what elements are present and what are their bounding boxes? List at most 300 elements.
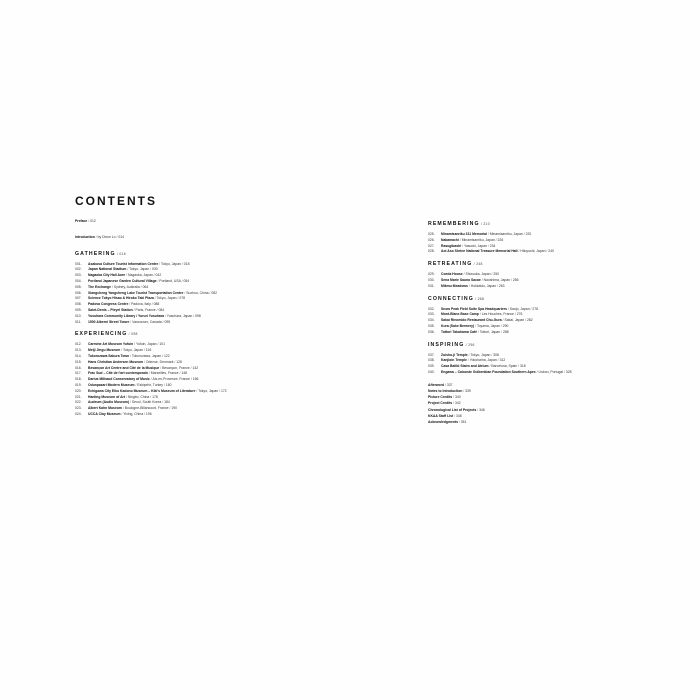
separator: / [486,232,490,236]
section-title: RETREATING [428,261,473,268]
left-sections [75,251,355,418]
separator: / [128,302,132,307]
separator: / [517,364,521,369]
entry-title: Saint-Denis – Pleyel Station [88,307,133,312]
separator: / [134,382,138,387]
separator: / [529,306,533,311]
entry-location: Tokyo, Japan [160,261,181,266]
toc-section [75,251,355,326]
page-number: 339 [465,388,471,393]
entry-location: Aix-en-Provence, France [152,377,190,382]
page-number: 337 [446,382,453,387]
separator: / [161,353,164,358]
separator: / [490,272,494,277]
right-column [428,221,658,425]
separator: / [467,283,471,288]
entry-number: 016. [75,365,82,370]
entry-number: 020. [75,388,82,393]
separator: / [462,272,466,277]
section-heading[interactable] [75,331,355,338]
entry-location: Boulogne-Billancourt, France [124,406,169,411]
entry-title: Besançon Art Centre and Cité de la Musique [88,365,160,370]
separator: / [150,302,154,307]
toc-entry[interactable] [428,419,658,425]
page-number: 196 [145,411,152,416]
entry-number: 010. [75,313,82,318]
entry-number: 013. [75,348,82,353]
entry-number: 033. [428,312,435,317]
page-number: 054 [183,278,190,283]
entry-number: 004. [75,278,82,283]
separator: / [147,371,151,376]
section-title: REMEMBERING [428,221,480,227]
entry-location: Tottori, Japan [479,329,501,334]
entry-location: Tokyo, Japan [129,267,150,272]
entry-title: Tottori Takahama Café [441,329,478,334]
page-number: 160 [165,382,172,387]
entry-title: Meiji Jingu Museum [88,348,121,353]
separator: / [183,290,187,295]
separator: / [180,278,184,283]
page-number: 172 [221,388,227,393]
page-number: 095 [164,319,171,324]
entry-number: 006. [75,290,82,295]
entry-title: Nagaoka City Hall Aore [88,273,126,278]
section-heading[interactable] [75,251,355,258]
separator: / [452,395,455,400]
entry-number: 018. [75,377,82,382]
separator: / [189,377,193,382]
page-number: 014 [118,234,125,239]
separator: / [494,237,498,242]
separator: / [143,411,146,416]
left-column [75,219,355,424]
separator: / [466,358,470,363]
separator: / [517,249,521,254]
page-number: 128 [176,359,182,364]
page-number: 178 [152,394,158,399]
page-number: 256 [512,277,519,282]
section-title: EXPERIENCING [75,331,128,338]
separator: / [499,323,503,328]
section-page: 210 [483,222,490,226]
separator: / [129,353,132,358]
page-number: 340 [454,395,461,400]
page-number: 276 [516,312,523,317]
separator: / [143,359,146,364]
section-title: INSPIRING [428,341,465,348]
entry-title: Chronological List of Projects [428,407,477,412]
entry-number: 038. [428,358,435,363]
entry-location: Naoshima, Japan [483,277,510,282]
entry-number: 002. [75,267,82,272]
entry-number: 025. [428,232,435,236]
section-heading[interactable] [428,342,658,349]
toc-entry[interactable] [428,330,658,336]
entry-location: Paris, France [135,307,156,312]
entry-location: Tokorozawa, Japan [131,353,162,358]
page-number: 064 [142,284,149,289]
entry-number: 008. [75,302,82,307]
entry-number: 001. [75,261,82,266]
separator: / [488,364,492,369]
separator: / [473,296,478,301]
separator: / [129,319,133,324]
toc-section [428,296,658,336]
page-number: 190 [171,406,177,411]
entry-title: Rasugibashi [441,243,462,248]
separator: / [444,382,447,387]
back-matter [428,382,658,425]
separator: / [486,243,490,248]
entry-detail: by Dixon Lo [97,234,116,239]
separator: / [458,237,462,242]
toc-section [428,342,658,376]
page-number: 226 [497,237,504,242]
entry-title: Carmine Art Museum Yufuin [88,342,134,347]
entry-location: Lisbon, Portugal [538,369,563,374]
entry-title: Yusuhara Community Library / Yururi Yusuhara [88,313,164,318]
separator: / [149,394,153,399]
separator: / [496,358,500,363]
toc-section [428,221,658,255]
page-number: 012 [90,219,96,223]
separator: / [149,267,153,272]
entry-title: Engawa – Calouste Gulbenkian Foundation Southern Apex [441,369,536,374]
separator: / [94,234,98,239]
entry-title: Japan National Stadium [88,267,127,272]
entry-title: Tokorozawa Sakura Town [88,353,130,358]
separator: / [125,273,129,278]
entry-title: Notes to Introduction [428,388,463,393]
page-number: 263 [498,283,505,288]
separator: / [474,323,477,328]
separator: / [453,413,456,418]
separator: / [472,262,477,267]
entry-title: Xiangcheng Yangcheng Lake Tourist Transportation Centre [88,290,184,295]
separator: / [476,407,480,412]
separator: / [132,307,136,312]
entry-title: Aoi Aso Shrine National Treasure Memorial Hall [441,249,518,254]
separator: / [156,342,160,347]
separator: / [192,313,196,318]
page-number: 328 [565,369,572,374]
entry-title: Nakamachi [441,237,459,242]
entry-title: Audeum (Audio Museum) [88,400,130,405]
page-number: 042 [155,273,162,278]
front-matter [75,219,355,251]
entry-title: Padova Congress Centre [88,302,129,307]
entry-title: The Exchange [88,284,111,289]
page-number: 082 [211,290,217,295]
separator: / [467,352,471,357]
entry-title: Coeda House [441,272,463,277]
entry-location: Les Houches, France [481,312,514,317]
separator: / [161,400,165,405]
entry-number: 040. [428,369,435,374]
entry-title: Zuisho-ji Temple [441,352,468,357]
page-number: 116 [145,348,152,353]
separator: / [127,332,132,337]
page-number: 312 [499,358,506,363]
entry-number: 039. [428,364,435,369]
page-number: 156 [192,377,199,382]
separator: / [155,307,159,312]
entry-location: Tokyo, Japan [198,388,219,393]
separator: / [168,406,172,411]
separator: / [115,251,120,256]
separator: / [461,243,464,248]
entry-location: Yixing, China [123,411,144,416]
section-page: 098 [131,332,138,337]
entry-location: Portland, USA [159,278,181,283]
separator: / [513,312,517,317]
section-page: 016 [119,251,126,256]
section-page: 248 [476,262,483,267]
entry-title: Picture Credits [428,395,453,400]
separator: / [149,377,153,382]
entry-title: Mikmu Meadows [441,283,468,288]
page-number: 308 [493,352,499,357]
page-number: 342 [454,401,461,406]
entry-location: Sanjo, Japan [509,306,530,311]
separator: / [524,318,527,323]
entry-title: Mont-Blanc Base Camp [441,312,479,317]
entry-number: 021. [75,394,82,399]
separator: / [164,313,167,318]
entry-title: UCCA Clay Museum [88,411,121,416]
entry-title: Afterword [428,382,445,387]
entry-title: Sakai Rinomido Restaurant Chu-Gura [441,318,502,323]
separator: / [126,267,130,272]
entry-title: Casa Batlló Stairs and Atrium [441,364,489,369]
page-title: CONTENTS [75,194,157,208]
separator: / [173,359,177,364]
entry-number: 022. [75,400,82,405]
page-number: 240 [548,249,554,254]
separator: / [121,406,125,411]
separator: / [457,419,461,424]
entry-location: Tokyo, Japan [122,348,143,353]
section-heading[interactable] [428,296,658,303]
page-number: 088 [153,302,160,307]
page-number: 018 [183,261,190,266]
page-number: 348 [455,413,462,418]
section-heading[interactable] [428,261,658,268]
entry-location: Tokyo, Japan [470,352,491,357]
entry-number: 037. [428,352,435,357]
entry-location: Tokyo, Japan [156,296,177,301]
entry-location: Padova, Italy [131,302,151,307]
entry-number: 031. [428,283,435,288]
toc-entry[interactable] [428,370,658,376]
toc-entry[interactable] [75,412,355,418]
entry-title: Minamisanriku 311 Memorial [441,232,487,236]
entry-location: Toyama, Japan [476,323,500,328]
entry-number: 034. [428,318,435,323]
entry-number: 027. [428,243,435,248]
entry-title: Kanjioin Temple [441,358,467,363]
separator: / [163,382,166,387]
spacer [75,241,355,251]
separator: / [178,371,182,376]
page-number: 101 [159,342,166,347]
page-number: 250 [493,272,500,277]
entry-number: 009. [75,307,82,312]
toc-entry[interactable] [428,284,658,290]
entry-title: Albert Kahn Museum [88,406,122,411]
page-number: 122 [163,353,170,358]
separator: / [510,277,513,282]
entry-title: Introduction [75,234,95,239]
entry-location: Minamisanriku, Japan [489,232,523,236]
separator: / [124,394,128,399]
toc-entry[interactable] [428,249,658,255]
entry-location: Yokohama, Japan [469,358,497,363]
entry-number: 035. [428,323,435,328]
entry-number: 036. [428,329,435,334]
separator: / [218,388,222,393]
page-number: 030 [152,267,158,272]
entry-number: 011. [75,319,82,324]
entry-title: Sena Marie Sauna Sacae [441,277,481,282]
separator: / [490,352,494,357]
entry-location: Sakai, Japan [504,318,525,323]
separator: / [462,388,466,393]
separator: / [87,219,91,223]
page-number: 288 [503,329,509,334]
entry-title: Darius Milhaud Conservatory of Music [88,377,150,382]
separator: / [111,284,114,289]
entry-number: 032. [428,306,435,311]
entry-location: Odense, Denmark [145,359,174,364]
entry-location: Vancouver, Canada [132,319,162,324]
separator: / [464,342,469,347]
separator: / [176,296,180,301]
separator: / [522,232,526,236]
entry-title: Portland Japanese Garden Cultural Village [88,278,157,283]
entry-number: 023. [75,406,82,411]
entry-number: 015. [75,359,82,364]
entry-number: 024. [75,411,82,416]
separator: / [161,319,165,324]
page-number: 346 [479,407,485,412]
entry-location: Marseilles, France [150,371,179,376]
entry-location: Nagaoka, Japan [128,273,153,278]
separator: / [180,261,184,266]
entry-number: 003. [75,273,82,278]
separator: / [158,261,161,266]
section-page: 296 [468,342,475,347]
page-number: 220 [525,232,532,236]
page-number: 318 [520,364,526,369]
toc-section [428,261,658,289]
entry-location: Yusuhara, Japan [166,313,193,318]
separator: / [506,306,510,311]
entry-title: Preface [75,219,88,223]
toc-section [75,331,355,417]
entry-title: Echigawa City Eiko Kadono Museum – Kiki's Museum of Literature [88,388,196,393]
entry-location: Yufuin, Japan [135,342,157,347]
page-number: 278 [532,306,539,311]
entry-location: Suzhou, China [186,290,209,295]
entry-title: Hanling Museum of Art [88,394,125,399]
entry-location: Shizuoka, Japan [465,272,491,277]
entry-location: Hitoyoshi, Japan [520,249,546,254]
entry-number: 007. [75,296,82,301]
entry-title: Asakusa Culture Tourist Information Centre [88,261,159,266]
entry-number: 026. [428,237,435,242]
entry-location: Hokkaido, Japan [470,283,497,288]
separator: / [129,400,132,405]
separator: / [208,290,212,295]
page-number: 234 [489,243,496,248]
page-number: 148 [181,371,187,376]
section-title: CONNECTING [428,295,474,302]
entry-number: 012. [75,342,82,347]
page-number: 351 [460,419,467,424]
entry-number: 019. [75,382,82,387]
section-title: GATHERING [75,250,116,257]
separator: / [156,278,160,283]
entry-location: Seoul, South Korea [131,400,162,405]
entry-title: Science Tokyo Hisao & Hiroko Taki Plaza [88,296,154,301]
separator: / [478,312,482,317]
page-number: 282 [526,318,533,323]
entry-title: Project Credits [428,401,453,406]
entry-location: Barcelona, Spain [491,364,518,369]
entry-location: Sydney, Australia [113,284,140,289]
page-number: 290 [502,323,509,328]
separator: / [153,296,157,301]
separator: / [120,411,124,416]
entry-number: 029. [428,272,435,277]
entry-title: Hans Christian Andersen Museum [88,359,144,364]
separator: / [501,318,505,323]
separator: / [142,348,146,353]
spacer [75,225,355,235]
entry-number: 017. [75,371,82,376]
entry-title: Odunpazari Modern Museum [88,382,135,387]
section-heading[interactable] [428,221,658,228]
entry-location: Eskişehir, Turkey [137,382,163,387]
separator: / [496,283,499,288]
separator: / [480,277,484,282]
entry-location: Ningbo, China [127,394,150,399]
toc-entry[interactable] [75,320,355,326]
entry-number: 014. [75,353,82,358]
entry-number: 030. [428,277,435,282]
entry-number: 005. [75,284,82,289]
separator: / [159,365,163,370]
separator: / [133,342,136,347]
entry-title: Snow Peak Field Suite Spa Headquarters [441,306,507,311]
page-number: 084 [158,307,165,312]
entry-location: Yasuoki, Japan [463,243,487,248]
separator: / [545,249,549,254]
entry-title: Frac Sud – Cité de l'art contemporain [88,371,148,376]
entry-title: 1500 Alberni Street Tower [88,319,130,324]
entry-number: 028. [428,249,435,254]
page-number: 078 [179,296,186,301]
separator: / [195,388,199,393]
separator: / [139,284,143,289]
separator: / [479,222,484,226]
section-page: 268 [477,296,485,301]
entry-location: Besançon, France [162,365,190,370]
page-number: 184 [164,400,170,405]
entry-location: Minamisanriku, Japan [461,237,495,242]
